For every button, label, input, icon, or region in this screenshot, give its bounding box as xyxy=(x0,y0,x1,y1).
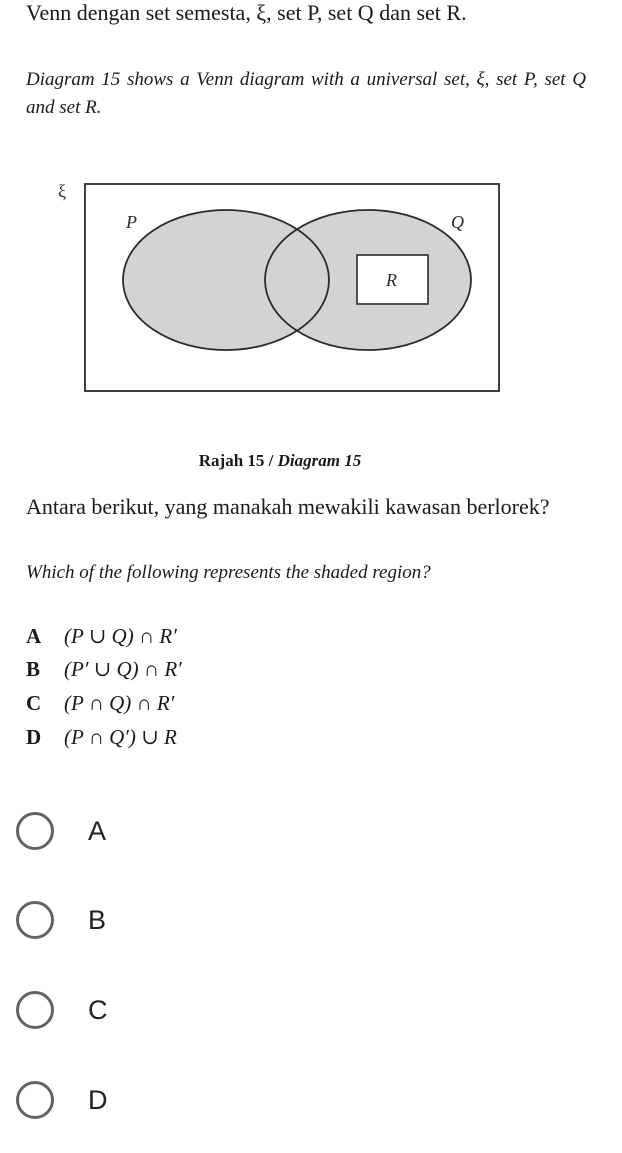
option-a-expression: (P ∪ Q) ∩ R′ xyxy=(64,624,177,648)
caption-english: Diagram 15 xyxy=(277,451,362,470)
radio-button-c[interactable] xyxy=(16,991,54,1029)
choice-a-label[interactable]: A xyxy=(88,815,107,846)
set-p-label: P xyxy=(126,212,137,232)
question-intro-malay: Venn dengan set semesta, ξ, set P, set Q dan set R. xyxy=(26,0,467,25)
choice-d[interactable] xyxy=(16,1075,108,1125)
option-c-letter: C xyxy=(26,691,42,715)
choice-b-label[interactable]: B xyxy=(88,904,107,935)
option-b-line xyxy=(26,655,182,683)
choice-c-label[interactable]: C xyxy=(88,994,108,1025)
option-d-letter: D xyxy=(26,725,42,749)
question-prompt-english: Which of the following represents the shaded region? xyxy=(26,562,431,583)
option-a-line xyxy=(26,622,177,650)
option-d-line xyxy=(26,723,177,751)
choice-d-label[interactable]: D xyxy=(88,1084,108,1115)
option-b-expression: (P′ ∪ Q) ∩ R′ xyxy=(64,657,182,681)
question-intro-english: Diagram 15 shows a Venn diagram with a universal set, ξ, set P, set Q and set R. xyxy=(26,69,586,118)
question-prompt-malay: Antara berikut, yang manakah mewakili kawasan berlorek? xyxy=(26,494,550,519)
venn-diagram xyxy=(0,0,622,440)
choice-c[interactable] xyxy=(16,985,108,1035)
caption-malay: Rajah 15 / xyxy=(198,451,278,470)
option-c-expression: (P ∩ Q) ∩ R′ xyxy=(64,691,175,715)
radio-button-b[interactable] xyxy=(16,901,54,939)
radio-button-d[interactable] xyxy=(16,1081,54,1119)
option-c-line xyxy=(26,689,174,717)
option-b-letter: B xyxy=(26,657,41,681)
set-q-label: Q xyxy=(451,212,464,232)
option-d-expression: (P ∩ Q′) ∪ R xyxy=(64,725,177,749)
universal-set-label: ξ xyxy=(58,181,67,201)
radio-button-a[interactable] xyxy=(16,812,54,850)
choice-a[interactable] xyxy=(16,806,106,856)
diagram-caption xyxy=(0,451,560,471)
choice-b[interactable] xyxy=(16,895,106,945)
set-r-label: R xyxy=(386,270,397,290)
option-a-letter: A xyxy=(26,624,42,648)
